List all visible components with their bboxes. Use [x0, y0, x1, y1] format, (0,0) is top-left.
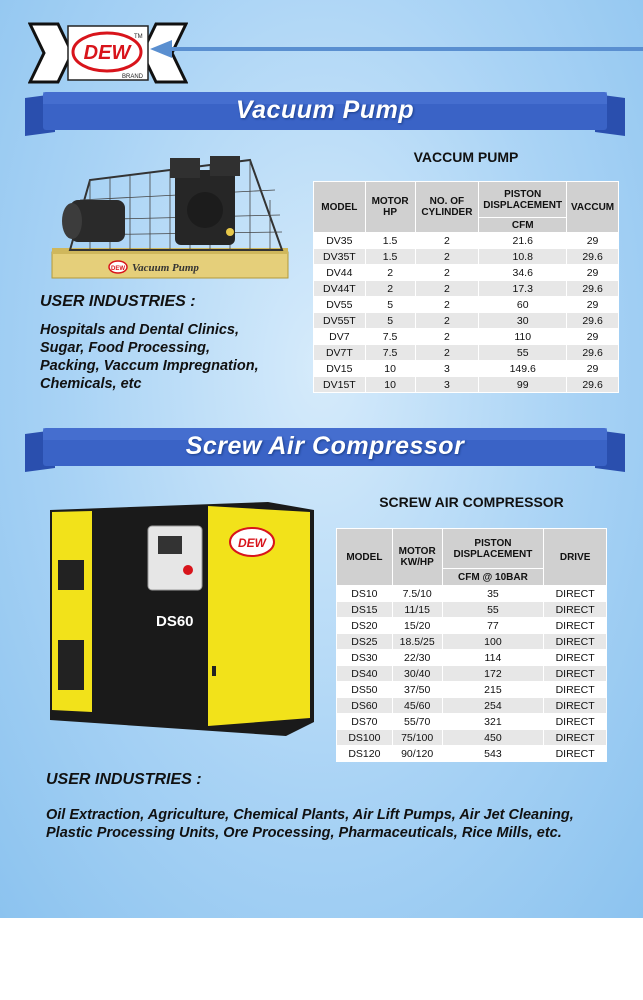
table-cell: 5 — [365, 313, 415, 329]
screw-table-title: SCREW AIR COMPRESSOR — [379, 494, 564, 510]
table-cell: 2 — [365, 265, 415, 281]
industry-line: Sugar, Food Processing, — [40, 340, 211, 356]
table-cell: 10.8 — [479, 249, 567, 265]
table-cell: DS10 — [337, 586, 393, 602]
table-cell: 7.5/10 — [392, 586, 442, 602]
table-cell: 18.5/25 — [392, 634, 442, 650]
table-row — [314, 361, 619, 377]
table-cell: 29.6 — [567, 281, 619, 297]
screw-compressor-image — [48, 500, 316, 740]
table-row — [314, 281, 619, 297]
industry-line: Oil Extraction, Agriculture, Chemical Plants, Air Lift Pumps, Air Jet Cleaning, — [46, 807, 574, 823]
table-row — [337, 682, 607, 698]
table-cell: DIRECT — [544, 682, 607, 698]
table-cell: 55/70 — [392, 714, 442, 730]
table-cell: DIRECT — [544, 746, 607, 762]
table-cell: 2 — [415, 329, 479, 345]
table-cell: 110 — [479, 329, 567, 345]
table-cell: 2 — [415, 313, 479, 329]
table-cell: DV55T — [314, 313, 366, 329]
table-row — [337, 634, 607, 650]
table-cell: 34.6 — [479, 265, 567, 281]
screw-table-body — [337, 586, 607, 762]
screw-user-industries-title: USER INDUSTRIES : — [46, 771, 202, 788]
table-cell: 29 — [567, 297, 619, 313]
header-arrow-line — [170, 47, 643, 51]
table-row — [314, 345, 619, 361]
table-cell: DV35T — [314, 249, 366, 265]
table-cell: 37/50 — [392, 682, 442, 698]
table-cell: DV15 — [314, 361, 366, 377]
screw-banner-title: Screw Air Compressor — [185, 432, 465, 460]
table-cell: 55 — [479, 345, 567, 361]
logo-brand-label: BRAND — [122, 74, 144, 80]
table-cell: 450 — [442, 730, 544, 746]
table-cell: DIRECT — [544, 634, 607, 650]
table-cell: DS15 — [337, 602, 393, 618]
table-row — [314, 297, 619, 313]
table-cell: 29 — [567, 329, 619, 345]
vacuum-pump-image — [50, 140, 290, 285]
col-header-piston: PISTON DISPLACEMENT — [442, 529, 544, 569]
table-cell: 3 — [415, 361, 479, 377]
table-cell: 30 — [479, 313, 567, 329]
table-cell: DS100 — [337, 730, 393, 746]
table-cell: DV15T — [314, 377, 366, 393]
table-cell: DIRECT — [544, 698, 607, 714]
table-row — [314, 233, 619, 249]
col-header-vaccum: VACCUM — [567, 182, 619, 233]
table-row — [337, 730, 607, 746]
table-cell: DIRECT — [544, 618, 607, 634]
table-cell: DV7T — [314, 345, 366, 361]
col-header-motor: MOTOR HP — [365, 182, 415, 233]
table-cell: 75/100 — [392, 730, 442, 746]
table-cell: 7.5 — [365, 345, 415, 361]
header-arrow-head — [150, 40, 172, 58]
col-header-model: MODEL — [314, 182, 366, 233]
table-cell: 3 — [415, 377, 479, 393]
table-cell: 29 — [567, 361, 619, 377]
table-cell: 254 — [442, 698, 544, 714]
screw-banner — [25, 424, 625, 476]
table-row — [314, 265, 619, 281]
table-cell: 29.6 — [567, 345, 619, 361]
table-cell: DV44T — [314, 281, 366, 297]
table-cell: DS50 — [337, 682, 393, 698]
table-cell: 90/120 — [392, 746, 442, 762]
col-header-cfm: CFM @ 10BAR — [442, 569, 544, 586]
compressor-logo-text: DEW — [238, 536, 266, 550]
table-cell: 2 — [415, 233, 479, 249]
table-cell: 29 — [567, 265, 619, 281]
table-cell: DIRECT — [544, 666, 607, 682]
industry-line: Packing, Vaccum Impregnation, — [40, 358, 259, 374]
vacuum-table-title: VACCUM PUMP — [413, 149, 519, 165]
table-cell: DIRECT — [544, 714, 607, 730]
table-cell: DV7 — [314, 329, 366, 345]
table-cell: 2 — [415, 281, 479, 297]
table-row — [337, 746, 607, 762]
table-cell: 1.5 — [365, 249, 415, 265]
pump-logo-text: DEW — [111, 266, 125, 272]
col-header-piston: PISTON DISPLACEMENT — [479, 182, 567, 218]
table-row — [337, 618, 607, 634]
col-header-cylinder: NO. OF CYLINDER — [415, 182, 479, 233]
vacuum-banner-title: Vacuum Pump — [235, 96, 415, 124]
col-header-model: MODEL — [337, 529, 393, 586]
table-cell: 7.5 — [365, 329, 415, 345]
compressor-model-label: DS60 — [156, 613, 194, 630]
table-row — [337, 650, 607, 666]
table-cell: 29 — [567, 233, 619, 249]
table-cell: DS120 — [337, 746, 393, 762]
table-row — [314, 249, 619, 265]
table-cell: DS25 — [337, 634, 393, 650]
table-cell: 2 — [415, 345, 479, 361]
table-cell: 2 — [365, 281, 415, 297]
table-cell: 17.3 — [479, 281, 567, 297]
table-cell: 77 — [442, 618, 544, 634]
table-cell: 22/30 — [392, 650, 442, 666]
table-cell: 2 — [415, 297, 479, 313]
table-row — [337, 602, 607, 618]
table-cell: 29.6 — [567, 377, 619, 393]
table-row — [337, 714, 607, 730]
table-cell: DV44 — [314, 265, 366, 281]
vacuum-table-body — [314, 233, 619, 393]
table-cell: 114 — [442, 650, 544, 666]
vacuum-spec-table — [313, 181, 619, 393]
table-cell: 15/20 — [392, 618, 442, 634]
table-cell: DS20 — [337, 618, 393, 634]
vacuum-user-industries-title: USER INDUSTRIES : — [40, 293, 196, 310]
industry-line: Hospitals and Dental Clinics, — [40, 322, 240, 338]
table-cell: 5 — [365, 297, 415, 313]
logo-tm: TM — [134, 34, 143, 40]
industry-line: Chemicals, etc — [40, 376, 142, 392]
table-cell: DV35 — [314, 233, 366, 249]
table-cell: 2 — [415, 249, 479, 265]
table-cell: 149.6 — [479, 361, 567, 377]
col-header-cfm: CFM — [479, 218, 567, 233]
table-cell: 55 — [442, 602, 544, 618]
table-cell: DS70 — [337, 714, 393, 730]
table-cell: 100 — [442, 634, 544, 650]
table-cell: DIRECT — [544, 650, 607, 666]
screw-spec-table — [336, 528, 607, 762]
table-row — [314, 329, 619, 345]
pump-label: Vacuum Pump — [132, 262, 199, 274]
table-cell: 543 — [442, 746, 544, 762]
page-footer-area — [0, 918, 643, 1000]
table-cell: 10 — [365, 361, 415, 377]
table-row — [337, 586, 607, 602]
table-cell: DV55 — [314, 297, 366, 313]
table-cell: 35 — [442, 586, 544, 602]
vacuum-user-industries-list — [40, 321, 259, 393]
logo-text: DEW — [83, 42, 131, 64]
table-cell: DIRECT — [544, 602, 607, 618]
table-cell: 321 — [442, 714, 544, 730]
table-cell: 21.6 — [479, 233, 567, 249]
industry-line: Plastic Processing Units, Ore Processing, Pharmaceuticals, Rice Mills, etc. — [46, 825, 562, 841]
col-header-motor: MOTOR KW/HP — [392, 529, 442, 586]
table-cell: 172 — [442, 666, 544, 682]
col-header-drive: DRIVE — [544, 529, 607, 586]
table-cell: DIRECT — [544, 730, 607, 746]
table-cell: 99 — [479, 377, 567, 393]
table-cell: DIRECT — [544, 586, 607, 602]
table-cell: 215 — [442, 682, 544, 698]
table-cell: 30/40 — [392, 666, 442, 682]
screw-user-industries-list — [46, 806, 574, 842]
table-row — [314, 377, 619, 393]
vacuum-banner — [25, 88, 625, 140]
table-cell: 60 — [479, 297, 567, 313]
table-cell: 1.5 — [365, 233, 415, 249]
table-cell: DS40 — [337, 666, 393, 682]
table-row — [314, 313, 619, 329]
table-row — [337, 666, 607, 682]
table-cell: DS60 — [337, 698, 393, 714]
table-cell: 29.6 — [567, 249, 619, 265]
table-cell: 45/60 — [392, 698, 442, 714]
table-cell: 29.6 — [567, 313, 619, 329]
table-cell: 10 — [365, 377, 415, 393]
table-cell: 2 — [415, 265, 479, 281]
table-cell: 11/15 — [392, 602, 442, 618]
table-row — [337, 698, 607, 714]
table-cell: DS30 — [337, 650, 393, 666]
